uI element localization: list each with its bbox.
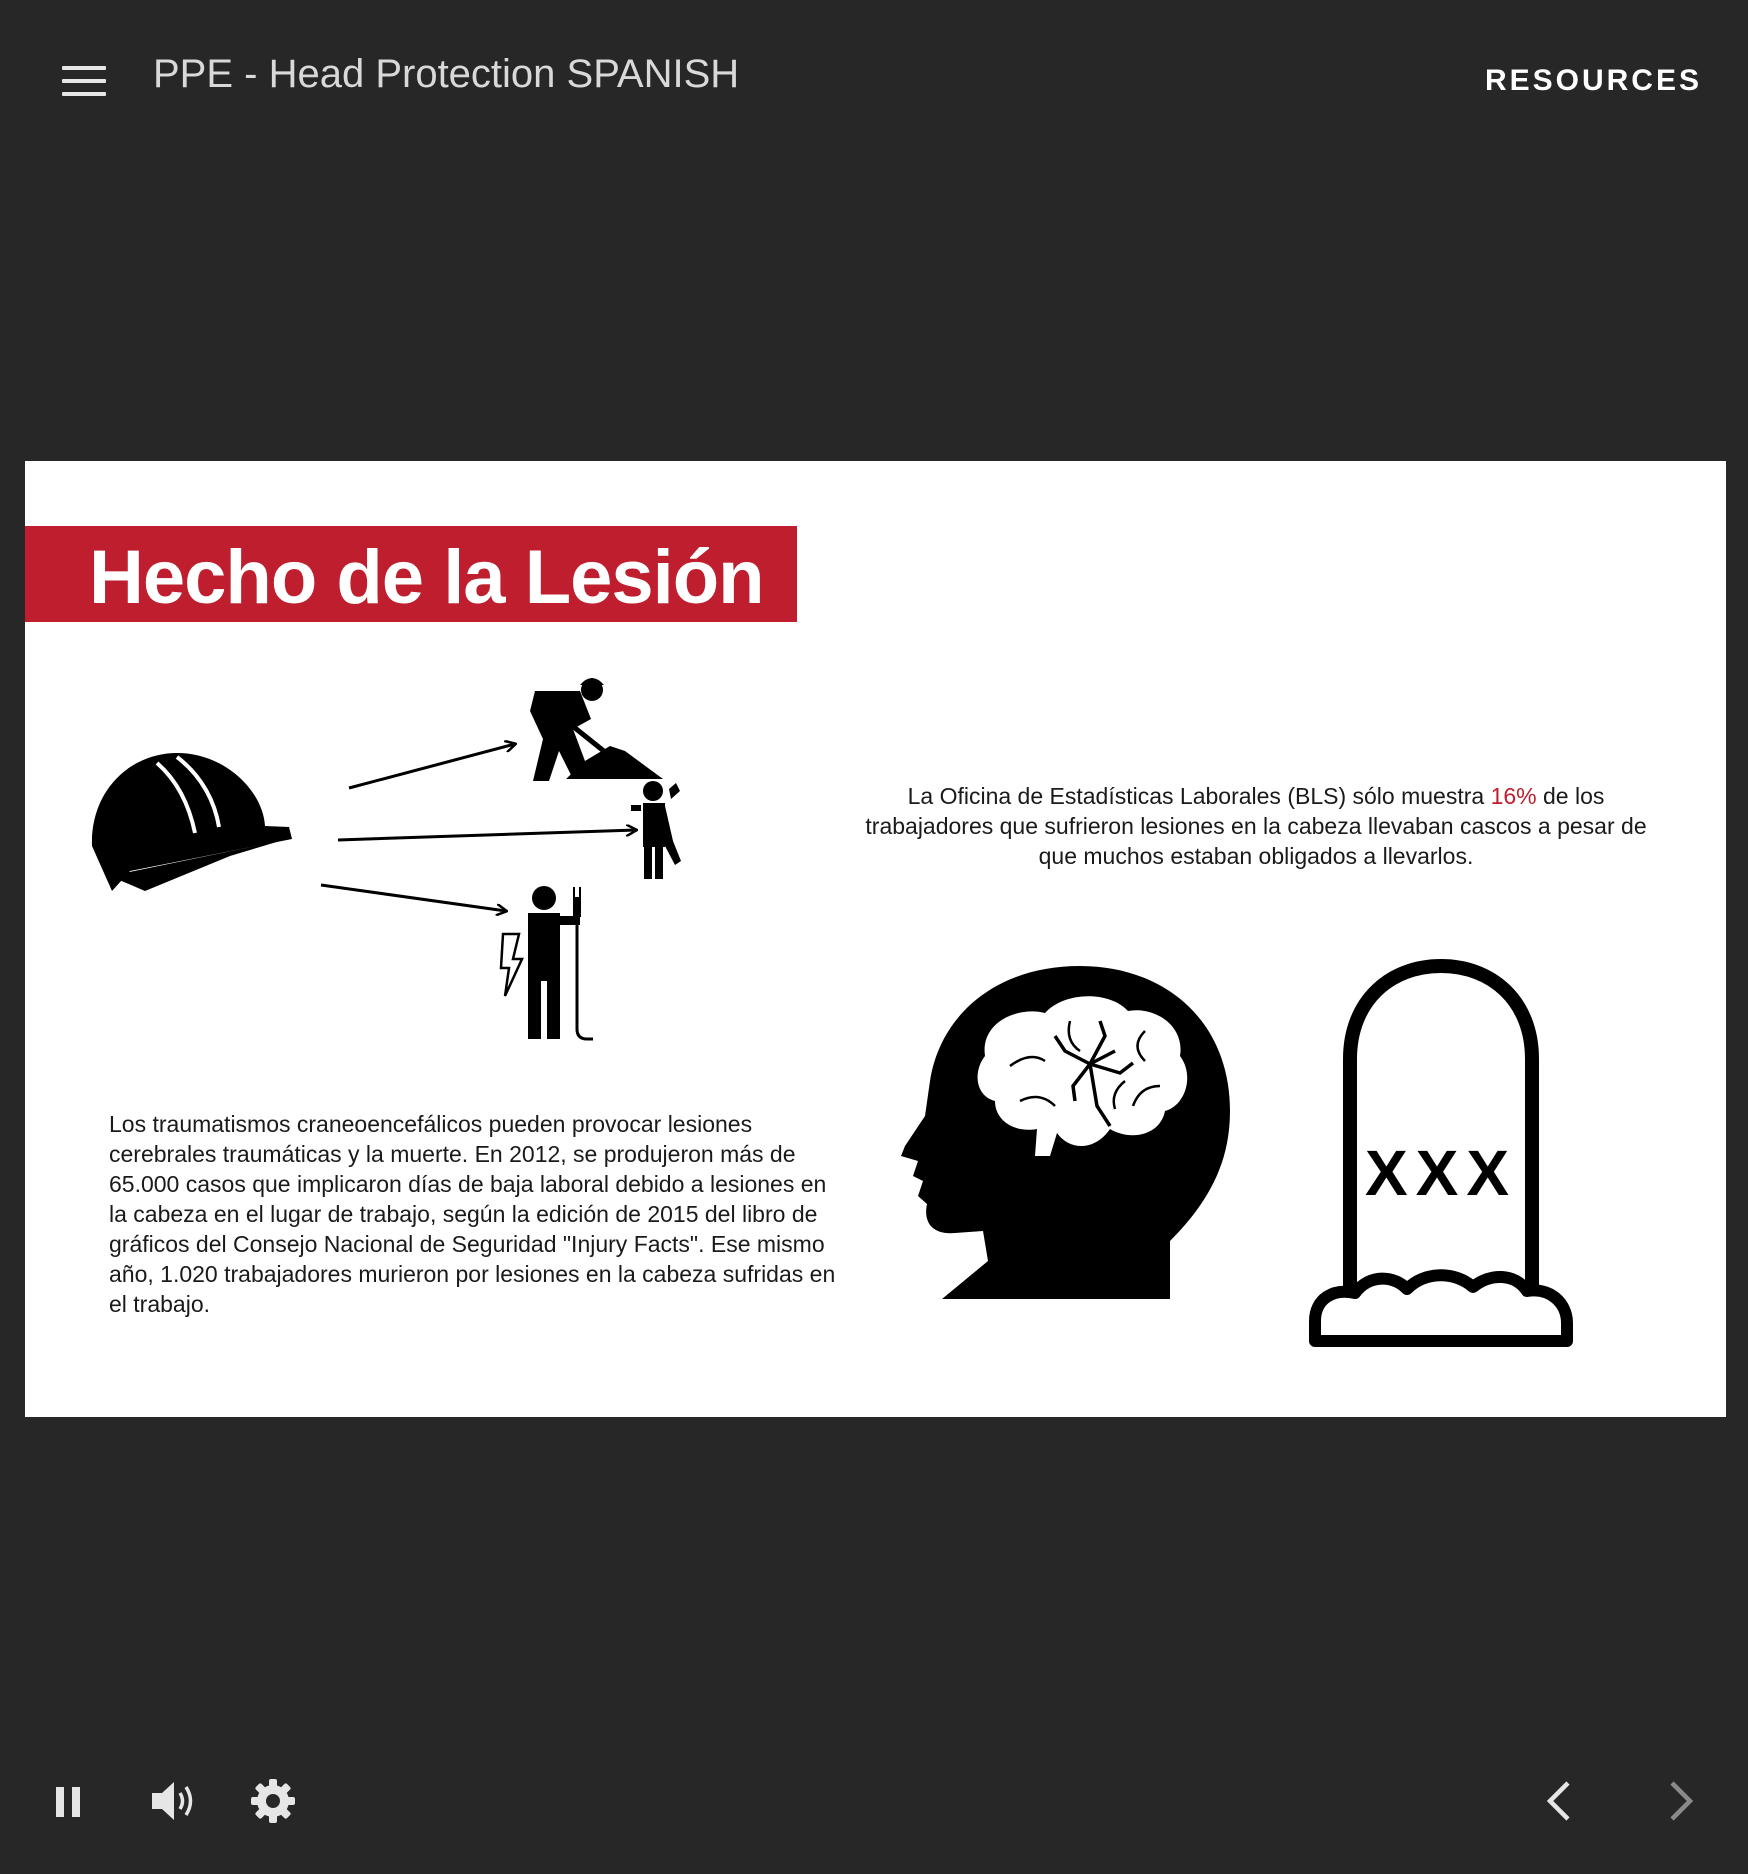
hamburger-icon — [62, 66, 106, 70]
hard-hat-icon — [92, 753, 292, 891]
chevron-right-icon[interactable] — [1666, 1780, 1696, 1822]
brain-injury-head-icon — [901, 966, 1230, 1299]
player-controls — [0, 1760, 1748, 1874]
chevron-left-icon[interactable] — [1544, 1780, 1574, 1822]
tombstone-text: XXX — [1364, 1137, 1518, 1209]
tombstone-icon — [1315, 966, 1567, 1341]
course-title: PPE - Head Protection SPANISH — [153, 52, 740, 96]
highlight-percentage: 16% — [1490, 783, 1537, 809]
lineman-worker-icon — [631, 781, 681, 879]
slide-title: Hecho de la Lesión — [89, 535, 764, 620]
volume-icon[interactable] — [150, 1778, 200, 1824]
menu-button[interactable] — [62, 66, 106, 96]
bls-fact-text: La Oficina de Estadísticas Laborales (BLS) sólo muestra 16% de los trabajadores que sufrieron lesiones en la cabeza llevaban cascos a pesar de que muchos estaban obligados a llevarlos. — [865, 783, 1647, 869]
gear-icon[interactable] — [250, 1778, 296, 1824]
resources-button[interactable]: RESOURCES — [1484, 64, 1702, 97]
top-bar — [0, 0, 1748, 160]
electric-worker-icon — [501, 886, 593, 1039]
slide-canvas — [25, 461, 1726, 1417]
pause-icon[interactable] — [54, 1781, 84, 1821]
injury-body-text: Los traumatismos craneoencefálicos pueden provocar lesiones cerebrales traumáticas y la muerte. En 2012, se produjeron más de 65.000 casos que implicaron días de baja laboral debido a lesiones en la cabeza en el lugar de trabajo, según la edición de 2015 del libro de gráficos del Consejo Nacional de Seguridad "Injury Facts". Ese mismo año, 1.020 trabajadores murieron por lesiones en la cabeza sufridas en el trabajo. — [109, 1111, 836, 1317]
worker-digging-icon — [530, 678, 663, 781]
